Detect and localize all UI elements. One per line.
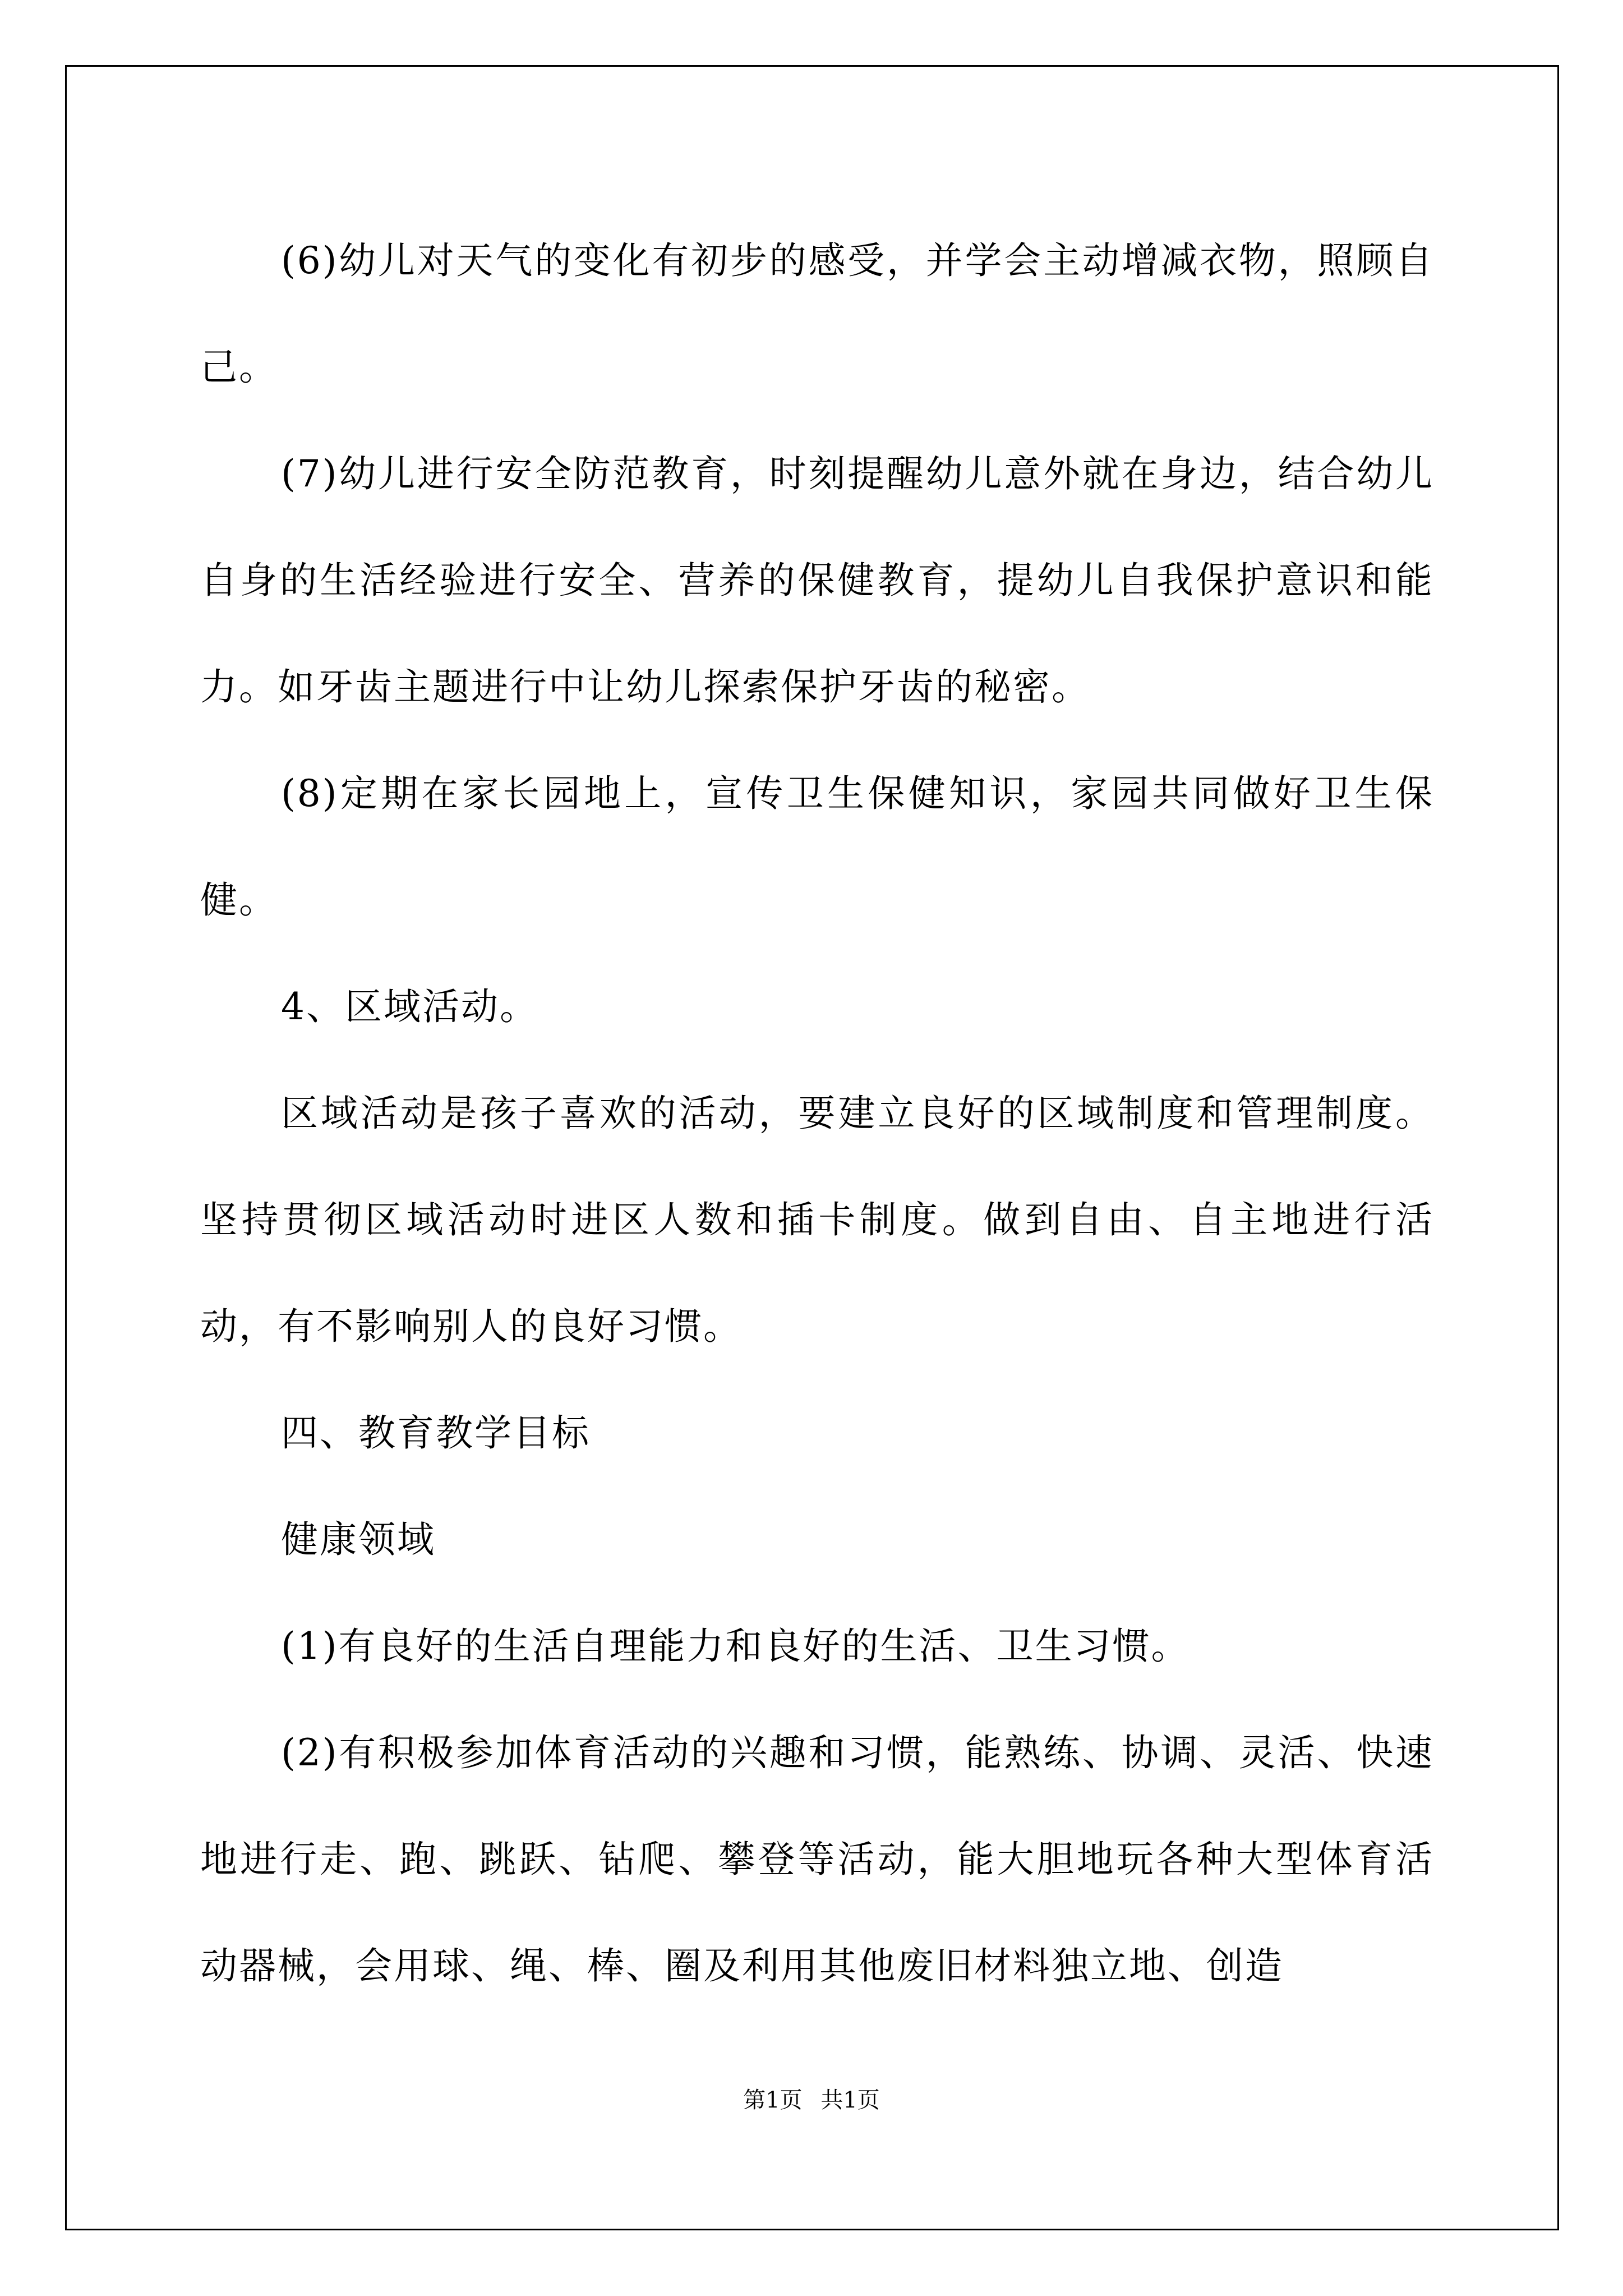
paragraph-item-8: (8)定期在家长园地上，宣传卫生保健知识，家园共同做好卫生保健。 xyxy=(200,772,1434,922)
paragraph-regional-activities: 区域活动是孩子喜欢的活动，要建立良好的区域制度和管理制度。坚持贯彻区域活动时进区人数和插卡制度。做到自由、自主地进行活动，有不影响别人的良好习惯。 xyxy=(200,1092,1434,1348)
section-heading-regional-activities: 4、区域活动。 xyxy=(281,985,538,1028)
paragraph-health-goal-1: (1)有良好的生活自理能力和良好的生活、卫生习惯。 xyxy=(281,1625,1190,1668)
page-number: 第1页 xyxy=(743,2087,803,2113)
paragraph-health-goal-2: (2)有积极参加体育活动的兴趣和习惯，能熟练、协调、灵活、快速地进行走、跑、跳跃、钻爬、攀登等活动，能大胆地玩各种大型体育活动器械，会用球、绳、棒、圈及利用其他废旧材料独立地、创造 xyxy=(200,1731,1434,1987)
paragraph-item-7: (7)幼儿进行安全防范教育，时刻提醒幼儿意外就在身边，结合幼儿自身的生活经验进行安全、营养的保健教育，提幼儿自我保护意识和能力。如牙齿主题进行中让幼儿探索保护牙齿的秘密。 xyxy=(200,452,1434,708)
paragraph-item-6: (6)幼儿对天气的变化有初步的感受，并学会主动增减衣物，照顾自己。 xyxy=(200,239,1434,389)
page-total: 共1页 xyxy=(820,2087,880,2113)
document-body xyxy=(200,208,1434,2019)
subheading-health-domain: 健康领域 xyxy=(281,1518,436,1561)
page-footer xyxy=(0,2082,1623,2114)
section-heading-teaching-goals: 四、教育教学目标 xyxy=(281,1411,591,1455)
